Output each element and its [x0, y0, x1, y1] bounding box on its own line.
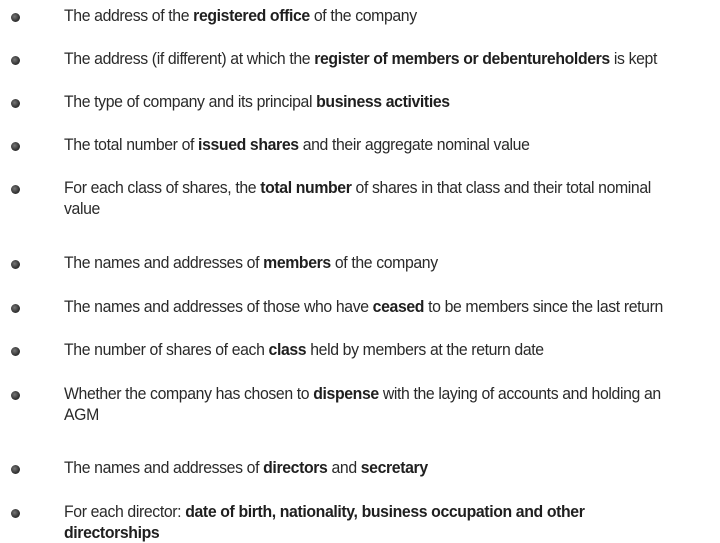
bullet-icon	[11, 185, 20, 194]
list-item-text: The type of company and its principal business activities	[64, 92, 450, 111]
list-item-text: Whether the company has chosen to dispense with the laying of accounts and holding an AGM	[64, 384, 661, 424]
list-item-text: The address (if different) at which the register of members or debentureholders is kept	[64, 49, 657, 68]
list-item-text: The names and addresses of directors and secretary	[64, 458, 428, 477]
bullet-icon	[11, 465, 20, 474]
bullet-icon	[11, 56, 20, 65]
bullet-icon	[11, 260, 20, 269]
bullet-icon	[11, 347, 20, 356]
list-item-text: The names and addresses of members of the company	[64, 253, 438, 272]
list-item-text: For each class of shares, the total number of shares in that class and their total nominal value	[64, 178, 651, 218]
bullet-icon	[11, 304, 20, 313]
bullet-icon	[11, 142, 20, 151]
bullet-icon	[11, 509, 20, 518]
bullet-icon	[11, 391, 20, 400]
list-item-text: The total number of issued shares and their aggregate nominal value	[64, 135, 530, 154]
bullet-icon	[11, 13, 20, 22]
list-item-text: The number of shares of each class held by members at the return date	[64, 340, 544, 359]
list-item-text: For each director: date of birth, nationality, business occupation and other directorships	[64, 502, 585, 542]
list-item-text: The address of the registered office of the company	[64, 6, 417, 25]
bullet-icon	[11, 99, 20, 108]
list-item-text: The names and addresses of those who have ceased to be members since the last return	[64, 297, 663, 316]
